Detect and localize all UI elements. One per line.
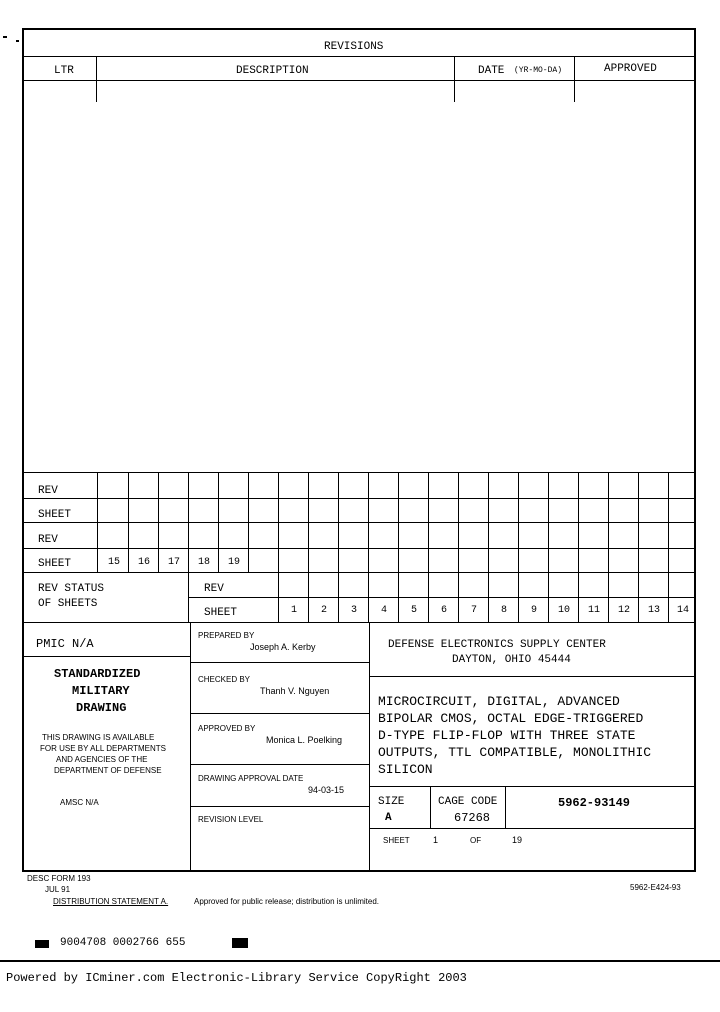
pmic-rule	[22, 656, 190, 657]
grid-rule-5	[22, 572, 696, 573]
lower-sheet-number: 14	[676, 605, 689, 616]
description-column-header: DESCRIPTION	[236, 65, 309, 77]
grid-upper-col-11	[428, 472, 429, 572]
of-label: OF	[470, 836, 482, 845]
drawing-title-line-3: D-TYPE FLIP-FLOP WITH THREE STATE	[378, 728, 636, 743]
cage-code-value: 67268	[454, 811, 491, 825]
margin-tick-mid	[16, 40, 19, 42]
title-block-mid-divider	[369, 622, 370, 872]
lower-sheet-number: 1	[290, 605, 297, 616]
date-column-header: DATE	[478, 65, 505, 77]
lower-sheet-number: 13	[647, 605, 660, 616]
sheet-total: 19	[512, 835, 523, 845]
rev-col-divider-2	[454, 56, 455, 102]
lower-grid-mid-rule	[188, 597, 696, 598]
approval-date-value: 94-03-15	[308, 785, 345, 795]
approved-by-label: APPROVED BY	[198, 724, 256, 733]
checked-by-label: CHECKED BY	[198, 675, 251, 684]
size-row-rule	[369, 828, 696, 829]
grid-upper-col-6	[278, 472, 279, 572]
lower-sheet-number: 9	[530, 605, 537, 616]
cage-col-divider	[505, 786, 506, 828]
sheet-row-label-3: SHEET	[204, 607, 238, 619]
ltr-column-header: LTR	[54, 65, 74, 77]
upper-sheet-number: 19	[227, 557, 240, 568]
grid-upper-col-12	[458, 472, 459, 572]
lower-sheet-number: 11	[587, 605, 600, 616]
rev-col-divider-3	[574, 56, 575, 102]
approved-by-name: Monica L. Poelking	[266, 735, 343, 745]
grid-upper-col-7	[308, 472, 309, 572]
revisions-title-rule	[22, 56, 696, 57]
grid-upper-col-13	[488, 472, 489, 572]
availability-line-3: AND AGENCIES OF THE	[56, 755, 148, 764]
prepared-by-name: Joseph A. Kerby	[250, 642, 316, 652]
pmic-label: PMIC N/A	[36, 637, 94, 651]
rev-row-label-1: REV	[38, 485, 58, 497]
sheet-label: SHEET	[383, 836, 410, 845]
lower-sheet-number: 4	[380, 605, 387, 616]
lower-sheet-number: 2	[320, 605, 327, 616]
grid-rule-4	[22, 548, 696, 549]
lower-sheet-number: 10	[557, 605, 570, 616]
amsc-label: AMSC N/A	[60, 798, 99, 807]
drawing-title-line-1: MICROCIRCUIT, DIGITAL, ADVANCED	[378, 694, 620, 709]
availability-line-1: THIS DRAWING IS AVAILABLE	[42, 733, 155, 742]
lower-sheet-number: 6	[440, 605, 447, 616]
barcode-text: 9004708 0002766 655	[60, 937, 186, 949]
sheet-number: 1	[433, 835, 439, 845]
rev-status-label: REV STATUS	[38, 583, 105, 595]
sheet-row-label-2: SHEET	[38, 558, 72, 570]
lower-sheet-number: 12	[617, 605, 630, 616]
sig-rule-3	[190, 764, 369, 765]
grid-rule-3	[22, 522, 696, 523]
drawing-title-line-5: SILICON	[378, 762, 433, 777]
grid-upper-col-9	[368, 472, 369, 572]
of-sheets-label: OF SHEETS	[38, 598, 98, 610]
date-format-label: (YR-MO-DA)	[514, 66, 563, 75]
distribution-text: Approved for public release; distribution is unlimited.	[194, 897, 379, 906]
availability-line-4: DEPARTMENT OF DEFENSE	[54, 766, 162, 775]
grid-upper-col-19	[668, 472, 669, 572]
grid-upper-col-14	[518, 472, 519, 572]
grid-upper-col-8	[338, 472, 339, 572]
upper-sheet-number: 15	[107, 557, 120, 568]
approved-column-header: APPROVED	[604, 63, 657, 75]
drawing-title-word: DRAWING	[76, 701, 127, 715]
prepared-by-label: PREPARED BY	[198, 631, 255, 640]
form-number: DESC FORM 193	[27, 874, 91, 883]
powered-by-text: Powered by ICminer.com Electronic-Library Service CopyRight 2003	[6, 971, 467, 985]
barcode-right-mark	[232, 938, 248, 948]
sig-rule-4	[190, 806, 369, 807]
sheet-row-label-1: SHEET	[38, 509, 72, 521]
grid-upper-col-18	[638, 472, 639, 572]
lower-grid-bottom-rule	[22, 622, 696, 623]
standardized-title: STANDARDIZED	[54, 667, 141, 681]
agency-city: DAYTON, OHIO 45444	[452, 654, 571, 666]
grid-upper-col-16	[578, 472, 579, 572]
form-date: JUL 91	[45, 885, 71, 894]
drawing-title-line-2: BIPOLAR CMOS, OCTAL EDGE-TRIGGERED	[378, 711, 644, 726]
size-value: A	[385, 812, 392, 824]
lower-sheet-number: 7	[470, 605, 477, 616]
distribution-label: DISTRIBUTION STATEMENT A.	[53, 897, 169, 906]
revisions-header-rule	[22, 80, 696, 81]
barcode-left-mark	[35, 940, 49, 948]
title-rule	[369, 786, 696, 787]
rev-col-divider-1	[96, 56, 97, 102]
grid-upper-col-15	[548, 472, 549, 572]
agency-name: DEFENSE ELECTRONICS SUPPLY CENTER	[388, 639, 606, 651]
agency-rule	[369, 676, 696, 677]
sig-rule-2	[190, 713, 369, 714]
grid-upper-col-17	[608, 472, 609, 572]
size-col-divider	[430, 786, 431, 828]
drawing-number: 5962-93149	[558, 796, 631, 810]
grid-rule-1	[22, 472, 696, 473]
approval-date-label: DRAWING APPROVAL DATE	[198, 774, 304, 783]
rev-row-label-3: REV	[204, 583, 224, 595]
upper-sheet-number: 16	[137, 557, 150, 568]
checked-by-name: Thanh V. Nguyen	[260, 686, 330, 696]
lower-sheet-number: 8	[500, 605, 507, 616]
cage-code-label: CAGE CODE	[438, 796, 498, 808]
lower-sheet-number: 5	[410, 605, 417, 616]
availability-line-2: FOR USE BY ALL DEPARTMENTS	[40, 744, 166, 753]
sig-rule-1	[190, 662, 369, 663]
grid-upper-col-10	[398, 472, 399, 572]
grid-rule-2	[22, 498, 696, 499]
drawing-title-line-4: OUTPUTS, TTL COMPATIBLE, MONOLITHIC	[378, 745, 652, 760]
lower-sheet-number: 3	[350, 605, 357, 616]
grid-upper-col-0	[97, 472, 98, 572]
rev-row-label-2: REV	[38, 534, 58, 546]
margin-tick-top	[3, 36, 7, 38]
revision-level-label: REVISION LEVEL	[198, 815, 264, 824]
military-title: MILITARY	[72, 684, 130, 698]
footer-code: 5962-E424-93	[630, 883, 681, 892]
upper-sheet-number: 17	[167, 557, 180, 568]
title-block-left-divider	[190, 622, 191, 872]
revisions-title: REVISIONS	[324, 41, 384, 53]
size-label: SIZE	[378, 796, 405, 808]
upper-sheet-number: 18	[197, 557, 210, 568]
footer-rule	[0, 960, 720, 962]
